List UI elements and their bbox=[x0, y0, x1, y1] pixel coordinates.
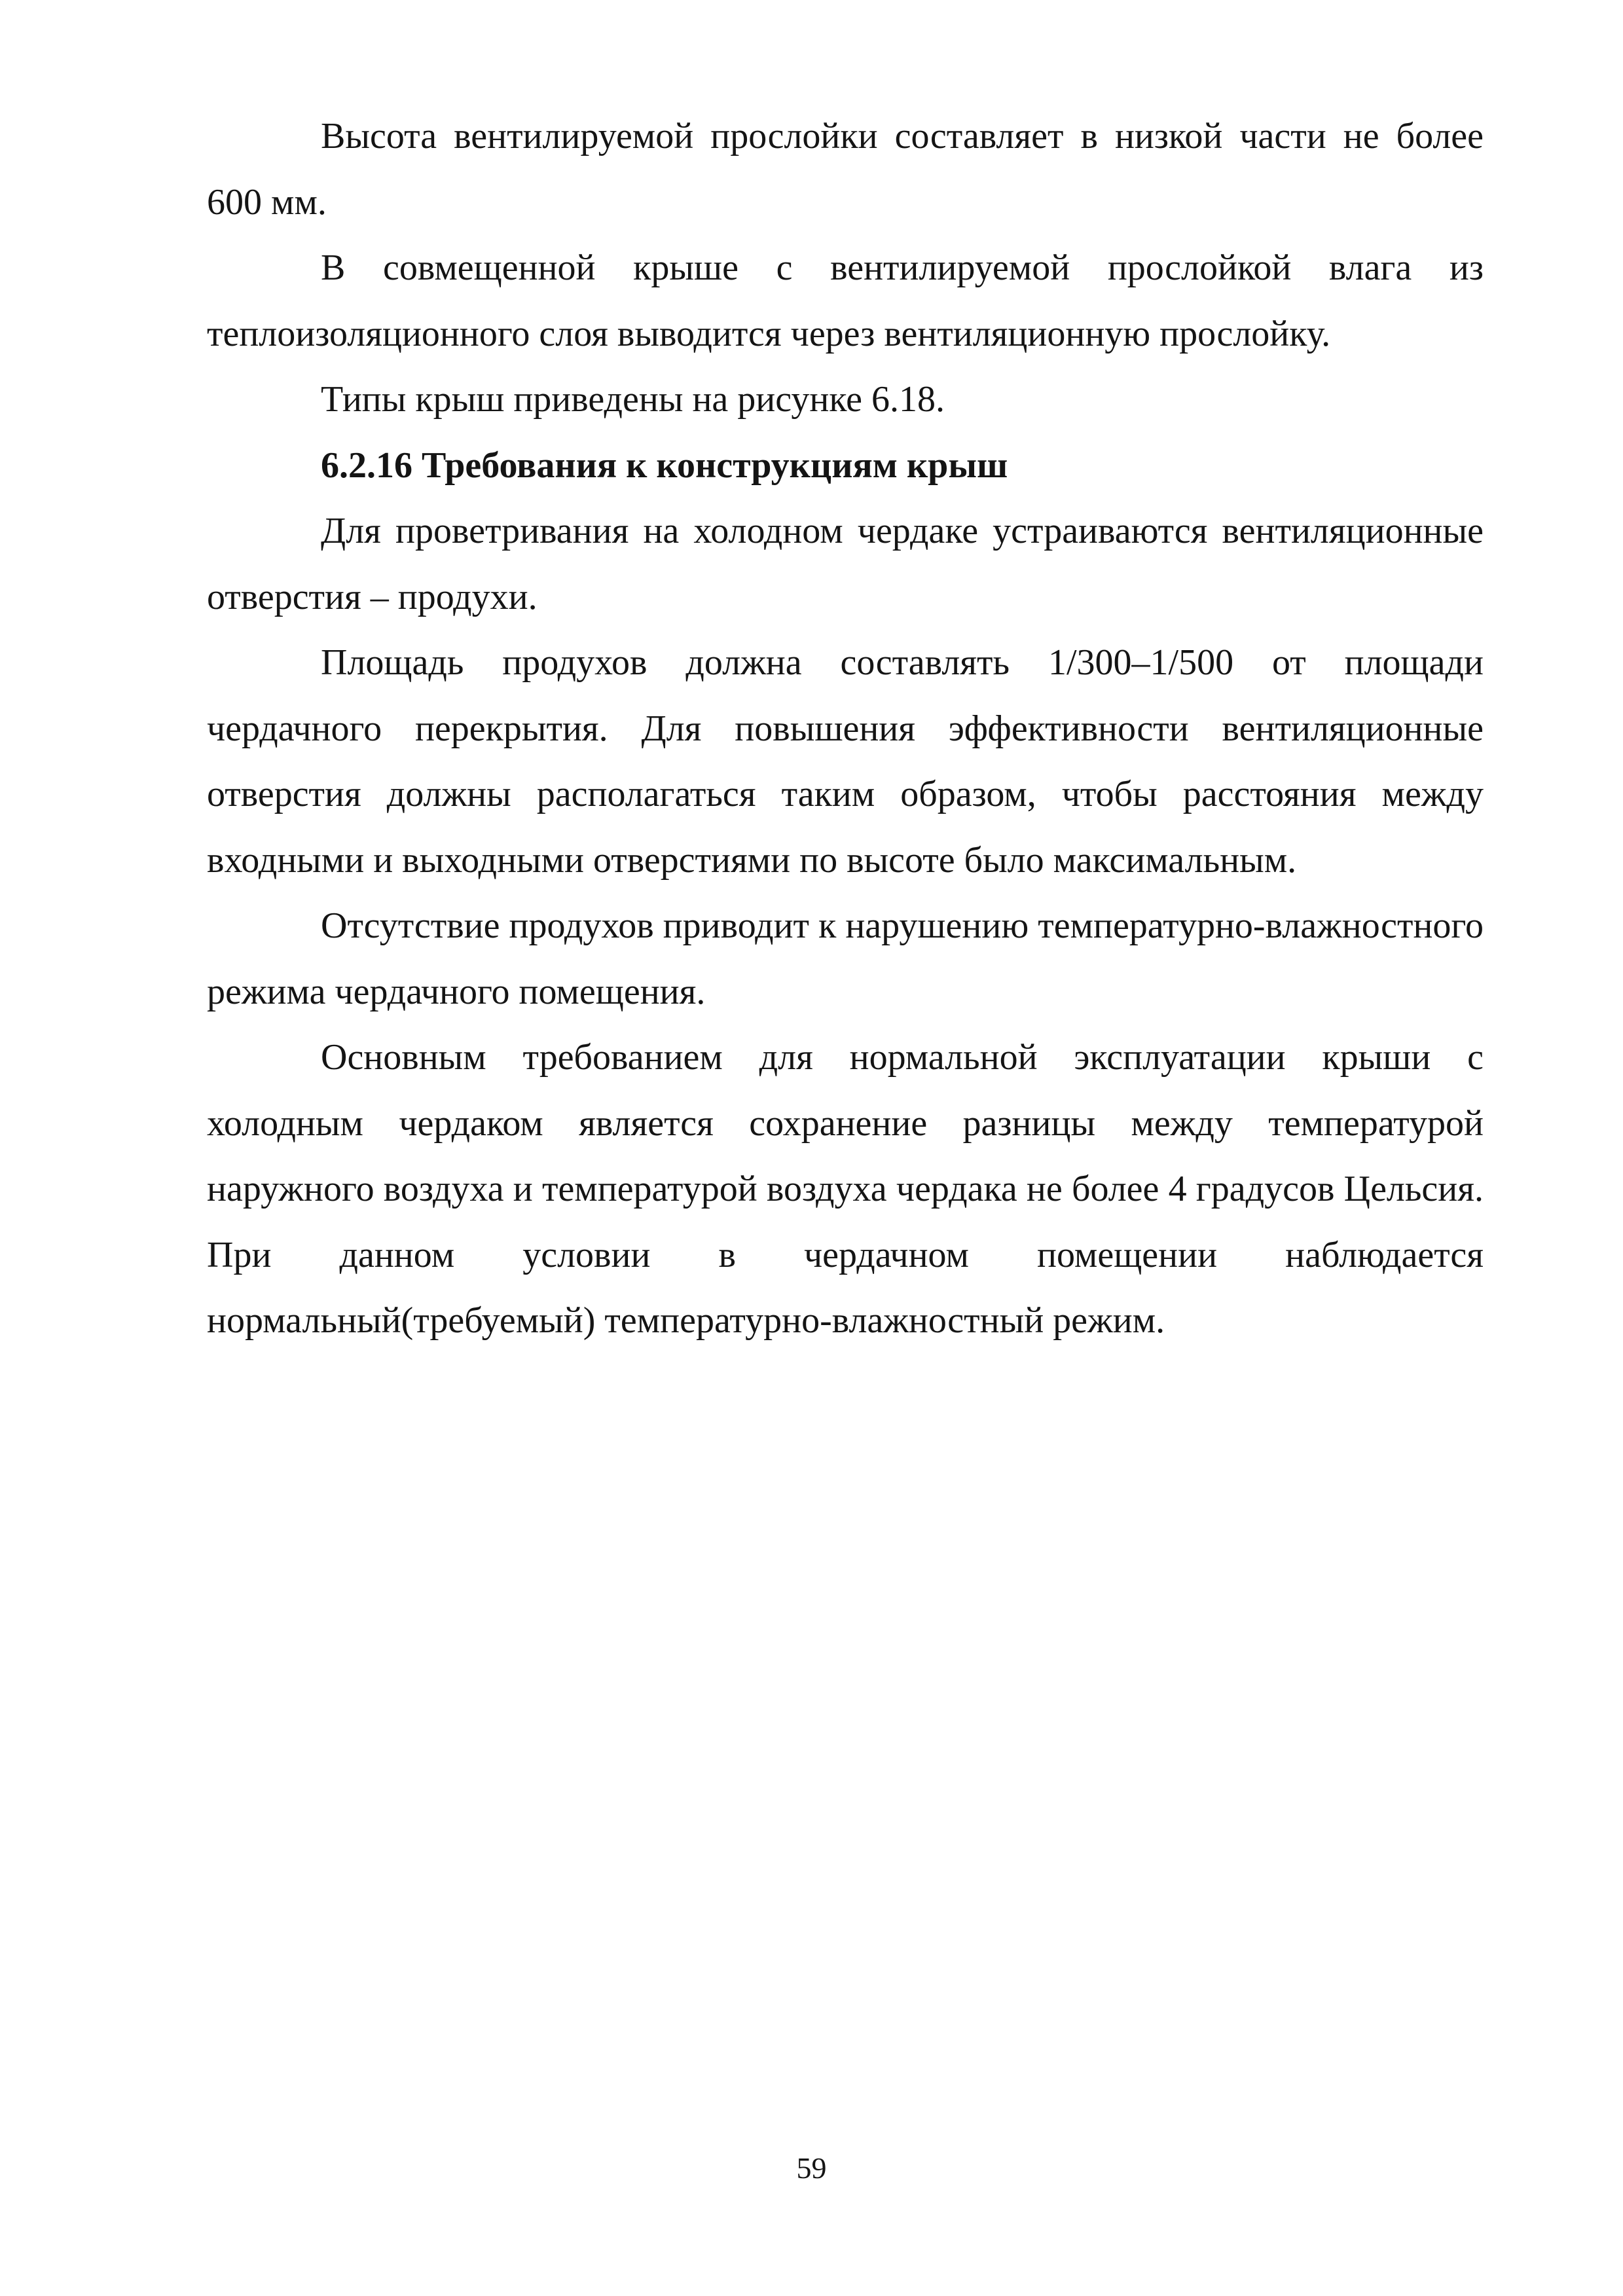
paragraph-missing-vents: Отсутствие продухов приводит к нарушению температурно-влажностного режима чердачного помещения. bbox=[207, 905, 1484, 1012]
page-number: 59 bbox=[796, 2151, 827, 2185]
paragraph-main-requirement: Основным требованием для нормальной эксплуатации крыши с холодным чердаком является сохранение разницы между температурой наружного воздуха и температурой воздуха чердака не более 4 градусов Цельсия. При данном условии в чердачном помещении наблюдается нормальный(требуемый) температурно-влажностный режим. bbox=[207, 1037, 1484, 1341]
paragraph-attic-ventilation: Для проветривания на холодном чердаке устраиваются вентиляционные отверстия – продухи. bbox=[207, 511, 1484, 617]
section-heading: 6.2.16 Требования к конструкциям крыш bbox=[321, 445, 1008, 486]
paragraph-ventilated-layer-height: Высота вентилируемой прослойки составляет в низкой части не более 600 мм. bbox=[207, 116, 1484, 223]
paragraph-roof-types-reference: Типы крыш приведены на рисунке 6.18. bbox=[321, 379, 945, 420]
paragraph-vent-area: Площадь продухов должна составлять 1/300–1/500 от площади чердачного перекрытия. Для повышения эффективности вентиляционные отверстия должны располагаться таким образом, чтобы расстояния между входными и выходными отверстиями по высоте было максимальным. bbox=[207, 642, 1484, 881]
document-body bbox=[207, 103, 1484, 1354]
paragraph-combined-roof-moisture: В совмещенной крыше с вентилируемой прослойкой влага из теплоизоляционного слоя выводится через вентиляционную прослойку. bbox=[207, 247, 1484, 354]
